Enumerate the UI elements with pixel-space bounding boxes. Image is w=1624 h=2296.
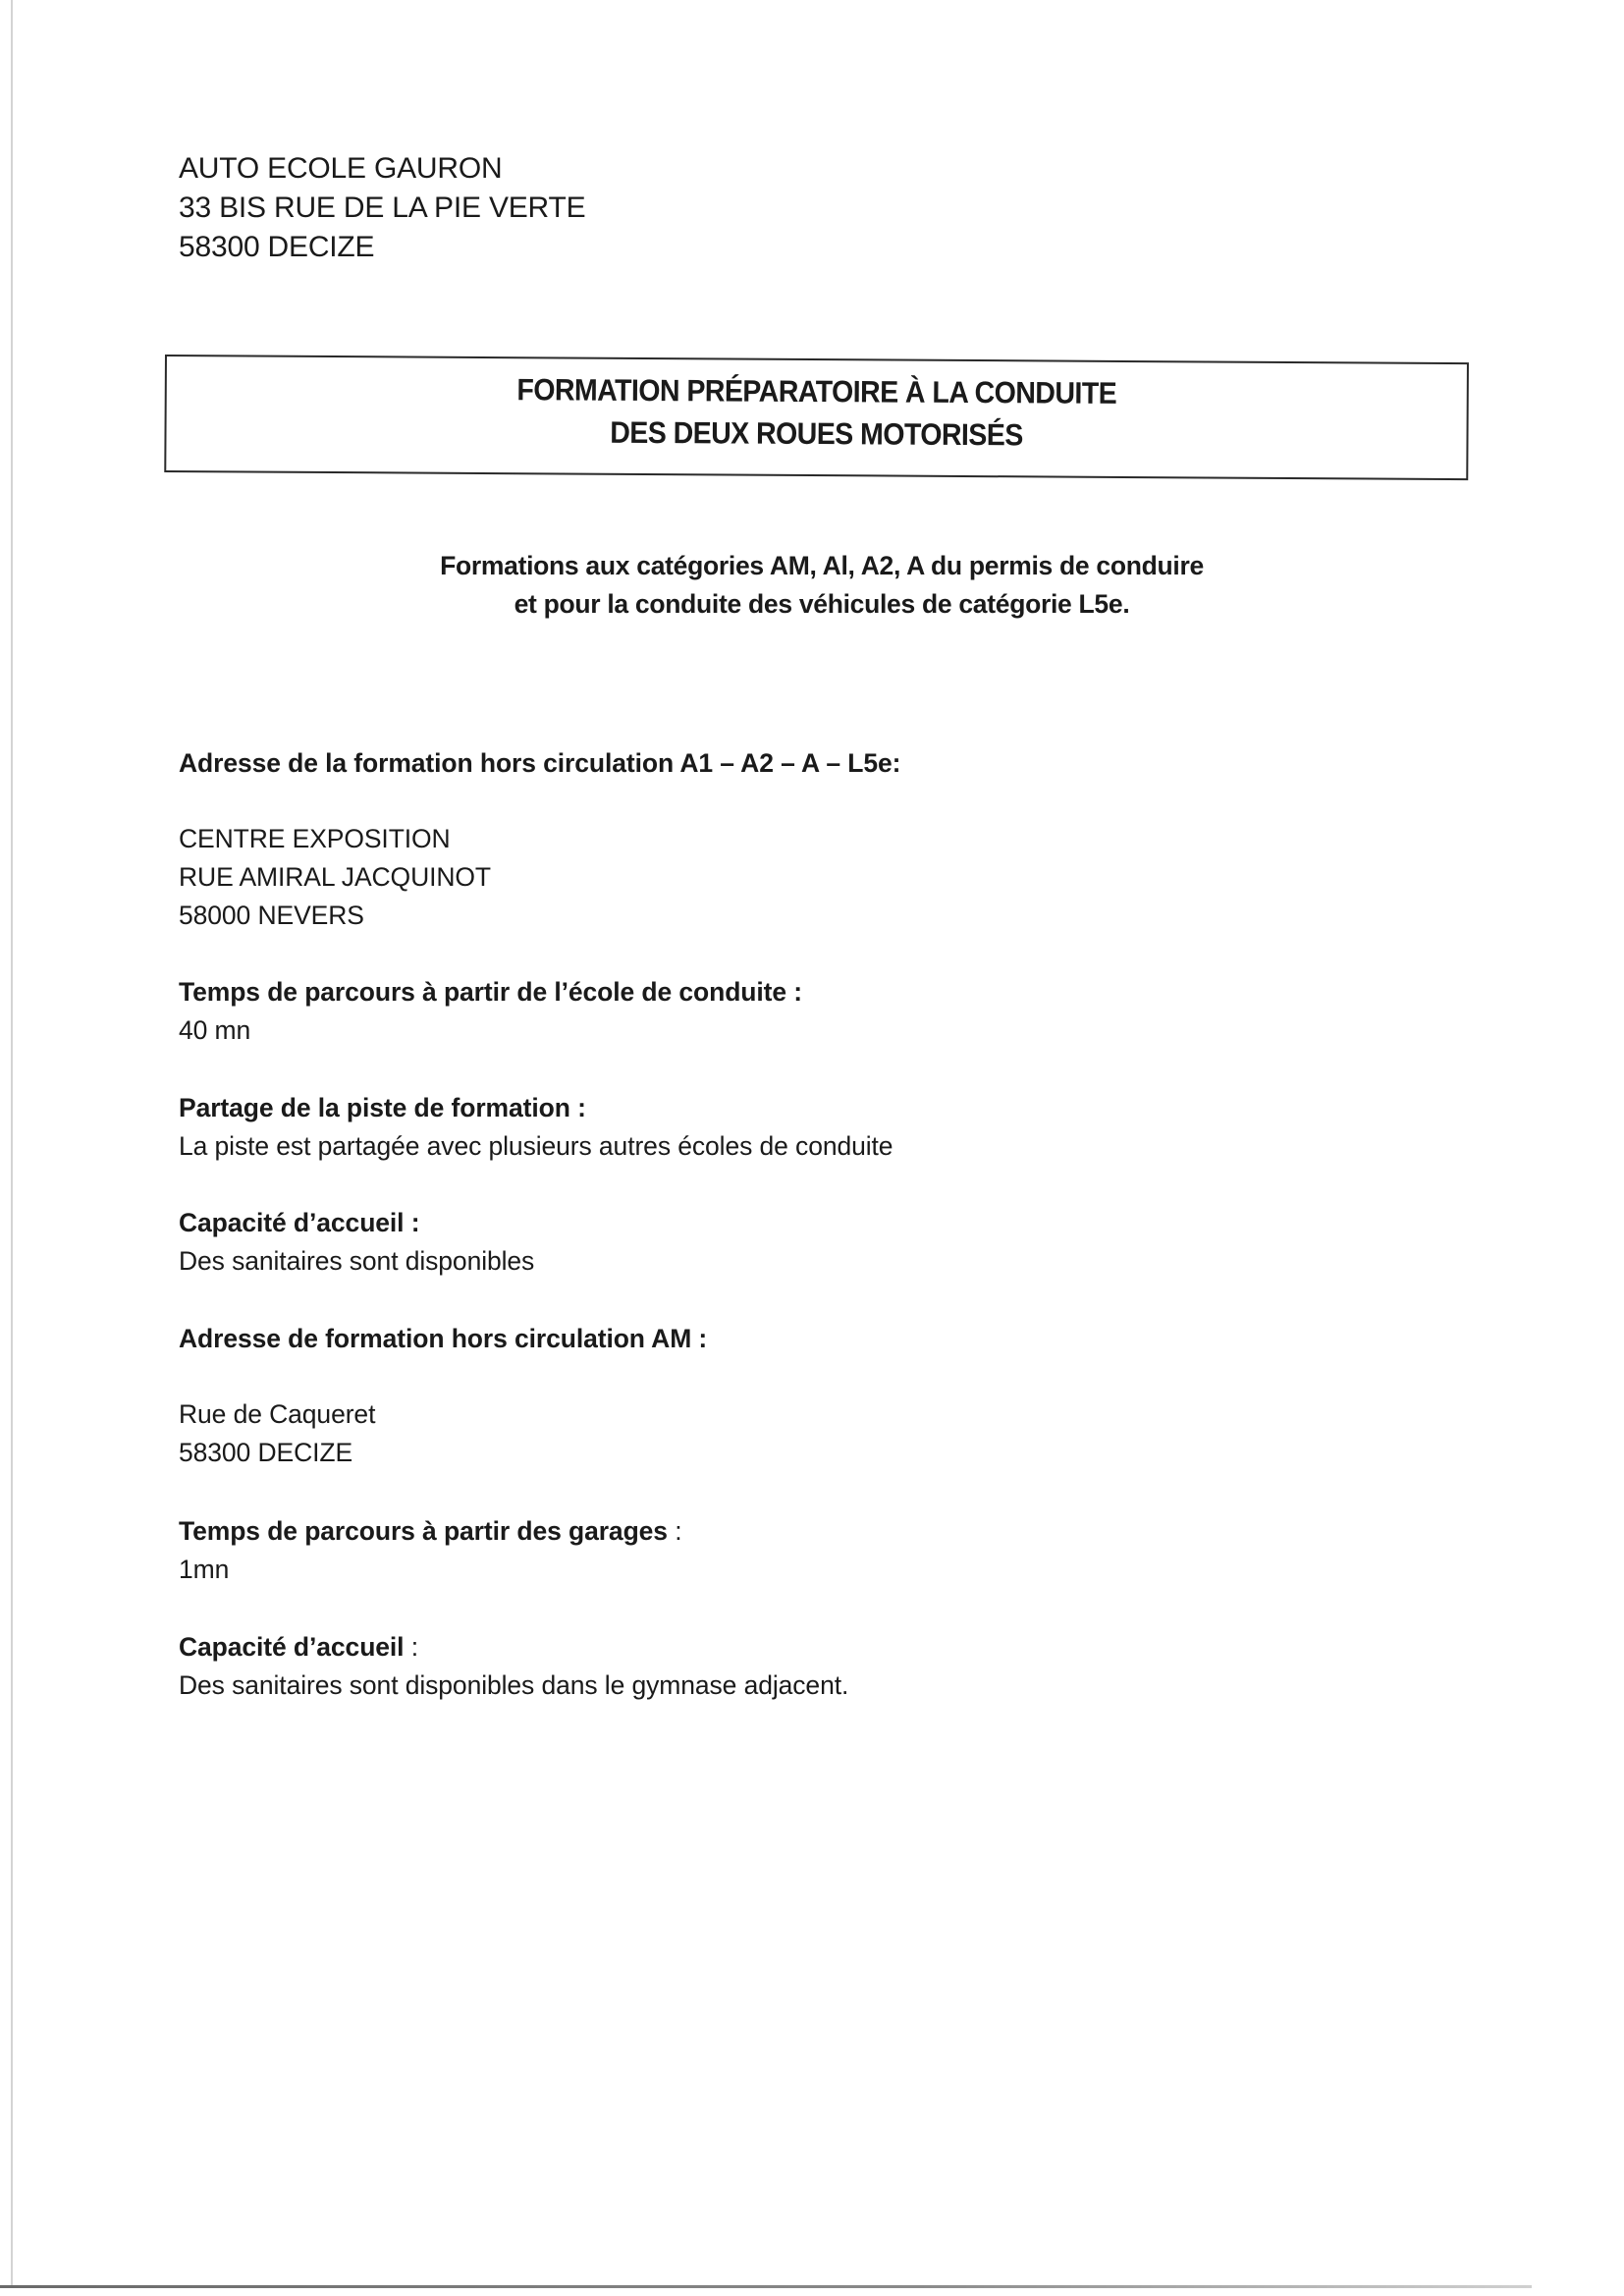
- section-a-address-line: 58000 NEVERS: [179, 901, 364, 930]
- subtitle-line-2: et pour la conduite des véhicules de catégorie L5e.: [514, 589, 1130, 619]
- section-am-travel-colon: :: [667, 1516, 682, 1546]
- section-am-address-line: 58300 DECIZE: [179, 1438, 353, 1467]
- section-a-sharing-value: La piste est partagée avec plusieurs autres écoles de conduite: [179, 1131, 893, 1161]
- section-a-sharing-heading: Partage de la piste de formation :: [179, 1093, 586, 1122]
- title-line-2: DES DEUX ROUES MOTORISÉS: [610, 414, 1023, 453]
- title-line-1: FORMATION PRÉPARATOIRE À LA CONDUITE: [516, 372, 1117, 410]
- section-am-travel-value: 1mn: [179, 1555, 230, 1584]
- school-name: AUTO ECOLE GAURON: [179, 152, 503, 185]
- section-a-capacity-value: Des sanitaires sont disponibles: [179, 1246, 535, 1276]
- section-am-capacity-value: Des sanitaires sont disponibles dans le gymnase adjacent.: [179, 1670, 849, 1700]
- section-am-capacity-heading: [179, 1632, 418, 1663]
- section-am-capacity-colon: :: [404, 1632, 418, 1662]
- school-street: 33 BIS RUE DE LA PIE VERTE: [179, 191, 586, 224]
- scan-edge-bottom: [0, 2285, 1532, 2288]
- title-box: [164, 355, 1469, 480]
- section-a-travel-value: 40 mn: [179, 1015, 251, 1045]
- section-am-travel-heading-text: Temps de parcours à partir des garages: [179, 1516, 668, 1546]
- section-a-address-line: RUE AMIRAL JACQUINOT: [179, 862, 492, 892]
- section-am-address-line: Rue de Caqueret: [179, 1399, 376, 1429]
- scan-edge-left: [11, 0, 13, 2288]
- subtitle-line-1: Formations aux catégories AM, Al, A2, A du permis de conduire: [440, 551, 1204, 580]
- section-a-travel-heading: Temps de parcours à partir de l’école de conduite :: [179, 977, 802, 1007]
- section-am-address-heading: Adresse de formation hors circulation AM :: [179, 1324, 708, 1353]
- section-am-travel-heading: [179, 1516, 681, 1547]
- section-a-capacity-heading: Capacité d’accueil :: [179, 1208, 420, 1237]
- section-am-capacity-heading-text: Capacité d’accueil: [179, 1632, 405, 1662]
- section-a-address-line: CENTRE EXPOSITION: [179, 824, 451, 853]
- section-a-address-heading: Adresse de la formation hors circulation A1 – A2 – A – L5e:: [179, 748, 901, 778]
- school-city: 58300 DECIZE: [179, 231, 375, 263]
